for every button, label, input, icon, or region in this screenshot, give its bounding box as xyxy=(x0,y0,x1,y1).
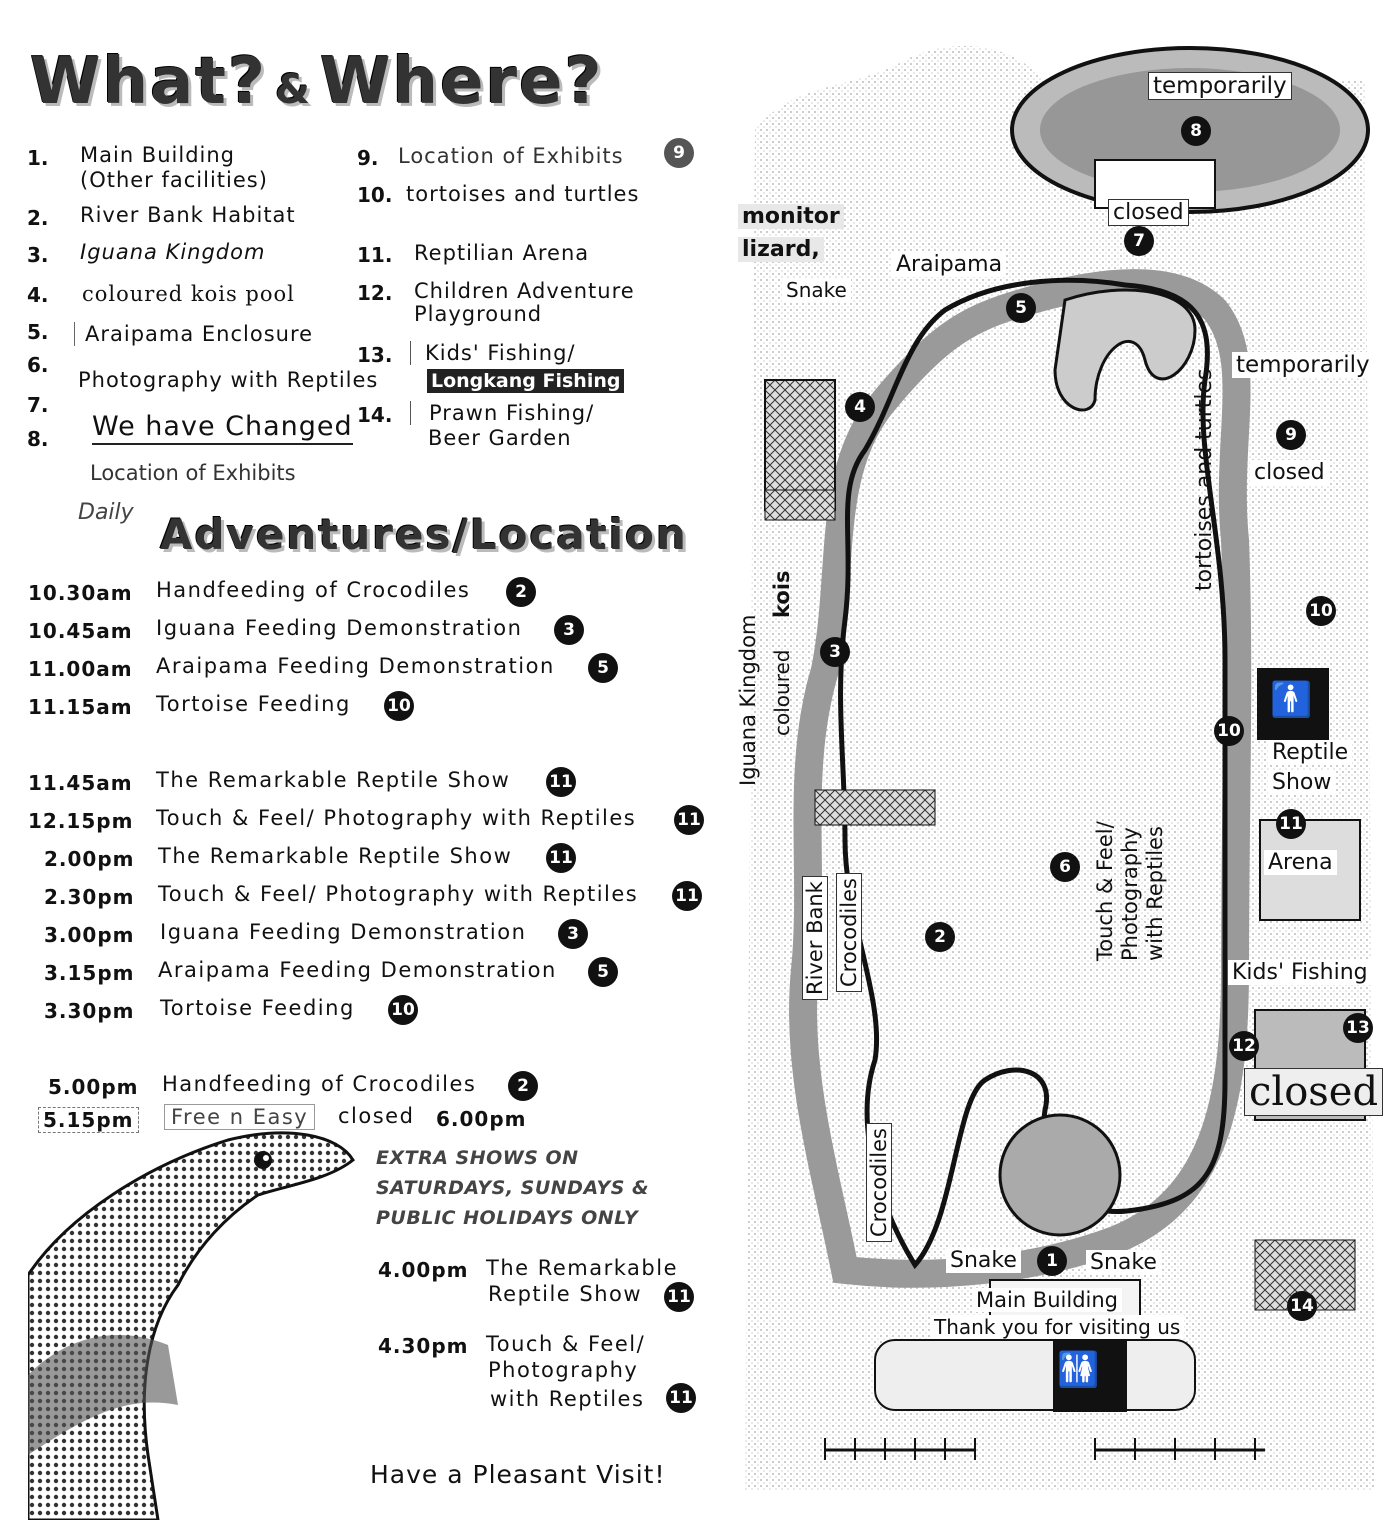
legend-num: 6. xyxy=(27,353,49,377)
schedule-event: Iguana Feeding Demonstration xyxy=(156,616,523,640)
schedule-time: 5.00pm xyxy=(48,1075,139,1099)
legend-label: River Bank Habitat xyxy=(80,203,296,227)
title-where: Where? xyxy=(319,45,604,119)
map-label-river-bank: River Bank xyxy=(802,876,828,1000)
legend-num: 14. xyxy=(357,403,393,427)
extra-time: 4.30pm xyxy=(378,1334,469,1358)
schedule-event: The Remarkable Reptile Show xyxy=(158,844,513,868)
legend-label-highlight xyxy=(427,370,624,392)
changed-notice-sub: Location of Exhibits xyxy=(90,461,296,485)
legend-label: (Other facilities) xyxy=(80,168,268,192)
legend-num: 3. xyxy=(27,243,49,267)
schedule-event: The Remarkable Reptile Show xyxy=(156,768,511,792)
map-marker-13[interactable]: 12 xyxy=(1229,1031,1259,1061)
schedule-event: Tortoise Feeding xyxy=(160,996,355,1020)
legend-num: 8. xyxy=(27,427,49,451)
map-label-monitor: monitor xyxy=(738,204,844,229)
map-label-tortoises: tortoises and turtles xyxy=(1192,368,1217,591)
legend-num: 7. xyxy=(27,393,49,417)
title-amp: & xyxy=(275,67,312,113)
map-marker-4[interactable]: 4 xyxy=(845,392,875,422)
schedule-event: Iguana Feeding Demonstration xyxy=(160,920,527,944)
schedule-time: 5.15pm xyxy=(38,1107,139,1133)
location-badge: 11 xyxy=(546,843,576,873)
map-label-snake: Snake xyxy=(946,1248,1021,1273)
toilet-icon: 🚹 xyxy=(1270,680,1319,720)
map-marker-10[interactable]: 10 xyxy=(1306,596,1336,626)
schedule-event: Handfeeding of Crocodiles xyxy=(162,1072,477,1096)
legend-label: Reptilian Arena xyxy=(414,241,590,265)
legend-label: Children Adventure xyxy=(414,279,635,303)
legend-num: 12. xyxy=(357,281,393,305)
extra-event: Reptile Show xyxy=(488,1282,643,1306)
location-badge: 11 xyxy=(674,805,704,835)
map-label-crocodiles: Crocodiles xyxy=(866,1123,892,1242)
extra-heading: PUBLIC HOLIDAYS ONLY xyxy=(376,1207,639,1229)
map-marker-6[interactable]: 6 xyxy=(1050,852,1080,882)
map-label-with-reptiles: with Reptiles xyxy=(1143,826,1167,961)
extra-heading: EXTRA SHOWS ON xyxy=(376,1147,579,1169)
legend-label: Iguana Kingdom xyxy=(80,240,266,264)
legend-num: 4. xyxy=(27,283,49,307)
map-label-touch-feel: Touch & Feel/ xyxy=(1093,821,1117,961)
extra-event: The Remarkable xyxy=(486,1256,679,1280)
marker-badge: 9 xyxy=(664,138,694,168)
lizard-illustration xyxy=(28,1125,368,1520)
extra-heading: SATURDAYS, SUNDAYS & xyxy=(376,1177,650,1199)
location-badge: 11 xyxy=(666,1383,696,1413)
map-label-main-building: Main Building xyxy=(972,1288,1122,1312)
schedule-time: 10.45am xyxy=(28,619,133,643)
schedule-event: Araipama Feeding Demonstration xyxy=(156,654,555,678)
map-label-snake: Snake xyxy=(1086,1250,1161,1275)
legend-num: 5. xyxy=(27,320,49,344)
schedule-event: Araipama Feeding Demonstration xyxy=(158,958,557,982)
legend-label: Beer Garden xyxy=(428,426,572,450)
map-label-araipama: Araipama xyxy=(892,252,1006,277)
toilet-icon: 🚻 xyxy=(1057,1350,1100,1390)
map-marker-15[interactable]: 14 xyxy=(1287,1291,1317,1321)
park-map-drawing xyxy=(735,20,1380,1510)
legend-num: 11. xyxy=(357,243,393,267)
legend-num: 1. xyxy=(27,146,49,170)
map-label-crocodiles: Crocodiles xyxy=(836,873,862,992)
map-marker-11[interactable]: 10 xyxy=(1214,716,1244,746)
schedule-time: 12.15pm xyxy=(28,809,134,833)
changed-notice: We have Changed xyxy=(92,411,353,445)
schedule-event: Free n Easy xyxy=(164,1104,315,1130)
map-marker-1[interactable]: 1 xyxy=(1037,1246,1067,1276)
title-what: What? xyxy=(30,45,268,119)
map-label-temporarily: temporarily xyxy=(1148,72,1292,100)
location-badge: 10 xyxy=(388,995,418,1025)
location-badge: 2 xyxy=(506,577,536,607)
schedule-time: 2.00pm xyxy=(44,847,135,871)
map-label-coloured: coloured xyxy=(770,649,794,736)
legend-num: 9. xyxy=(357,146,379,170)
legend-label: Playground xyxy=(414,302,543,326)
extra-event: Touch & Feel/ xyxy=(486,1332,646,1356)
map-label-photography: Photography xyxy=(1118,827,1142,961)
extra-time: 4.00pm xyxy=(378,1258,469,1282)
legend-num: 13. xyxy=(357,343,393,367)
map-label-arena: Arena xyxy=(1264,850,1337,875)
location-badge: 11 xyxy=(664,1282,694,1312)
map-marker-8[interactable]: 8 xyxy=(1181,116,1211,146)
map-marker-9[interactable]: 9 xyxy=(1276,420,1306,450)
schedule-time: 11.15am xyxy=(28,695,133,719)
legend-label: Araipama Enclosure xyxy=(74,322,313,346)
location-badge: 3 xyxy=(558,919,588,949)
farewell-text: Have a Pleasant Visit! xyxy=(370,1460,666,1489)
schedule-event: Tortoise Feeding xyxy=(156,692,351,716)
legend-label: tortoises and turtles xyxy=(406,182,640,206)
schedule-time: 3.00pm xyxy=(44,923,135,947)
map-label-thank-you: Thank you for visiting us xyxy=(930,1315,1184,1339)
schedule-event: Handfeeding of Crocodiles xyxy=(156,578,471,602)
schedule-event: Touch & Feel/ Photography with Reptiles xyxy=(158,882,639,906)
legend-num: 2. xyxy=(27,206,49,230)
location-badge: 11 xyxy=(672,881,702,911)
location-badge: 11 xyxy=(546,767,576,797)
legend-label: Kids' Fishing/ xyxy=(410,341,576,365)
longkang-label: Longkang Fishing xyxy=(427,369,624,393)
schedule-title: Adventures/Location xyxy=(160,510,688,559)
map-marker-12[interactable]: 11 xyxy=(1276,809,1306,839)
map-marker-3[interactable]: 3 xyxy=(820,637,850,667)
legend-num: 10. xyxy=(357,183,393,207)
map-label-iguana-kingdom: Iguana Kingdom xyxy=(736,614,760,786)
map-label-closed: closed xyxy=(1108,199,1189,226)
legend-label: Main Building xyxy=(80,143,235,167)
map-marker-14[interactable]: 13 xyxy=(1343,1013,1373,1043)
closing-time: 6.00pm xyxy=(436,1107,527,1131)
map-marker-2[interactable]: 2 xyxy=(925,922,955,952)
schedule-time: 10.30am xyxy=(28,581,133,605)
schedule-time: 3.30pm xyxy=(44,999,135,1023)
map-label-snake: Snake xyxy=(782,278,851,302)
map-label-kois: kois xyxy=(770,570,794,618)
legend-label: Prawn Fishing/ xyxy=(410,401,594,425)
map-marker-5[interactable]: 5 xyxy=(1006,293,1036,323)
location-badge: 5 xyxy=(588,957,618,987)
extra-event: Photography xyxy=(488,1358,639,1382)
page-title xyxy=(30,45,604,119)
schedule-time: 11.45am xyxy=(28,771,133,795)
map-label-reptile: Reptile xyxy=(1268,740,1352,765)
schedule-event: Touch & Feel/ Photography with Reptiles xyxy=(156,806,637,830)
map-marker-7[interactable]: 7 xyxy=(1124,226,1154,256)
map-label-temporarily: temporarily xyxy=(1232,352,1374,378)
schedule-time: 3.15pm xyxy=(44,961,135,985)
location-badge: 10 xyxy=(384,691,414,721)
schedule-time: 11.00am xyxy=(28,657,133,681)
schedule-time: 2.30pm xyxy=(44,885,135,909)
location-badge: 5 xyxy=(588,653,618,683)
map-label-kids-fishing: Kids' Fishing xyxy=(1228,960,1372,985)
extra-event: with Reptiles xyxy=(490,1387,645,1411)
legend-label: Location of Exhibits xyxy=(398,144,624,168)
legend-label: Photography with Reptiles xyxy=(78,368,379,392)
daily-label: Daily xyxy=(78,500,134,525)
location-badge: 3 xyxy=(554,615,584,645)
map-label-show: Show xyxy=(1268,770,1335,795)
location-badge: 2 xyxy=(508,1071,538,1101)
map-label-closed-big: closed xyxy=(1244,1068,1383,1116)
closed-label: closed xyxy=(338,1104,415,1128)
map-label-closed: closed xyxy=(1250,460,1329,485)
legend-label: coloured kois pool xyxy=(82,282,295,306)
map-label-lizard: lizard, xyxy=(738,237,824,262)
